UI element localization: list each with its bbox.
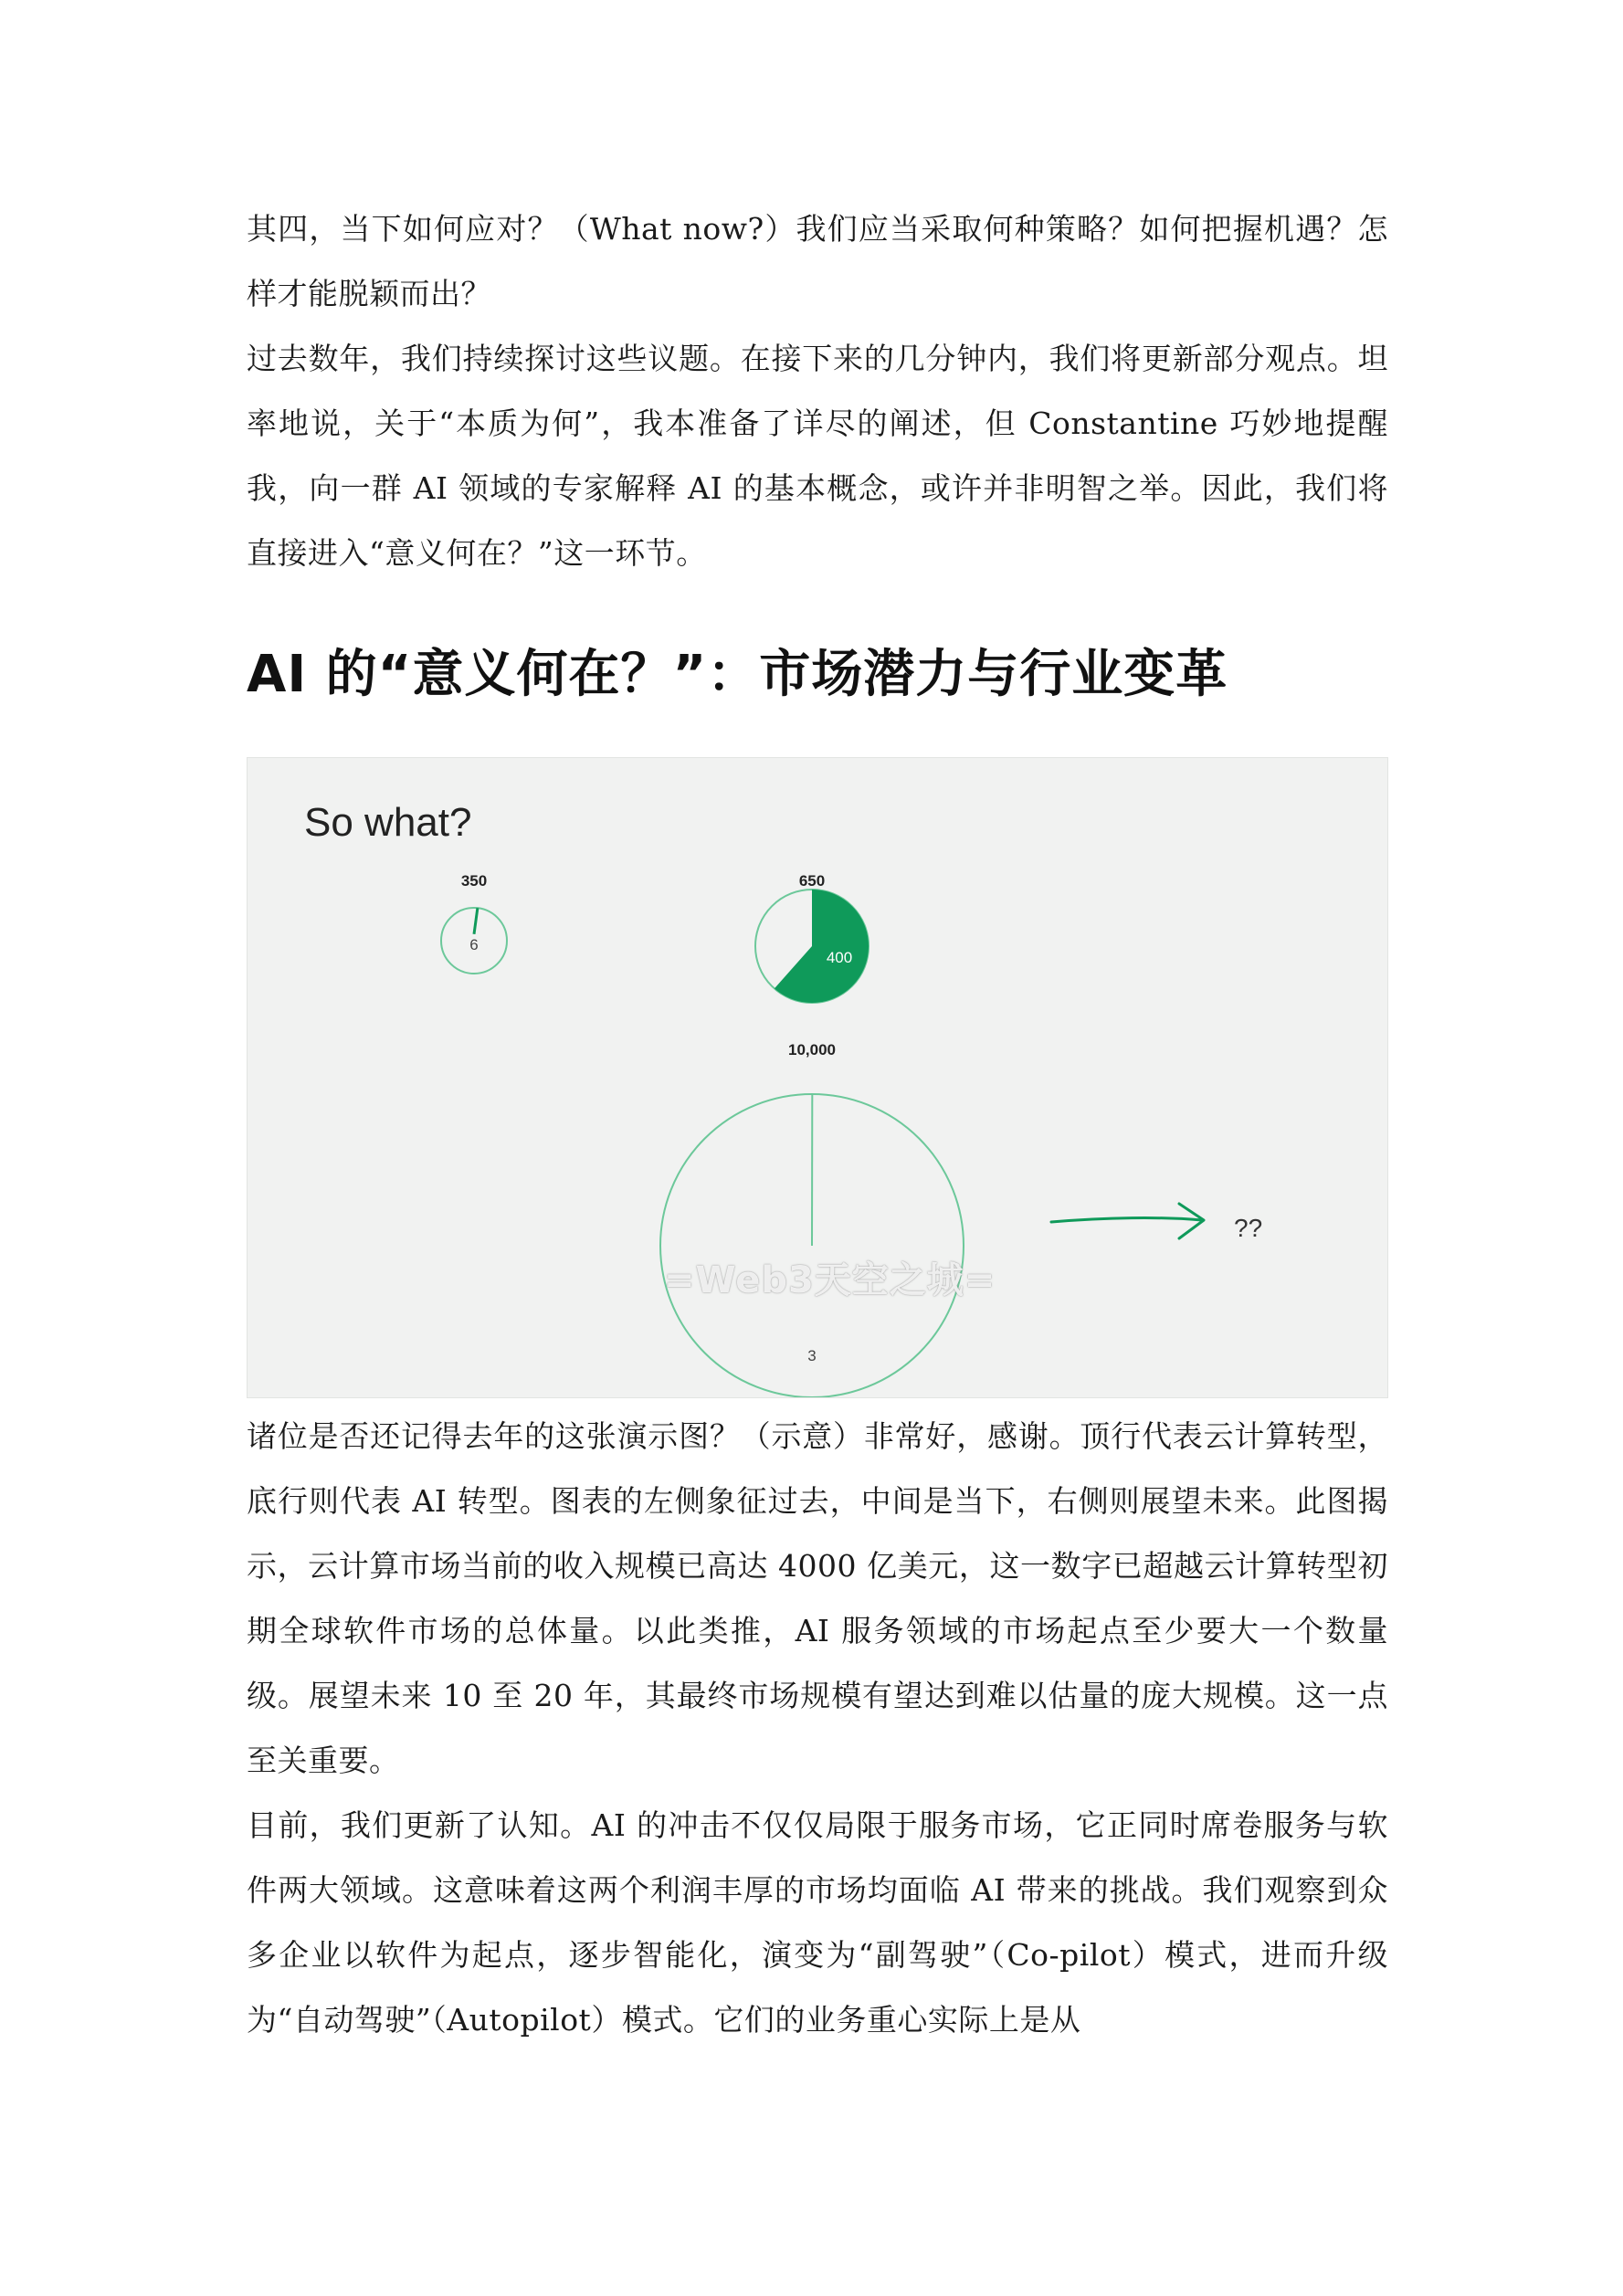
paragraph-what-now: 其四，当下如何应对？（What now?）我们应当采取何种策略？如何把握机遇？怎样才能脱颖而出？: [247, 211, 1388, 311]
pie-value-label-3: 3: [807, 1347, 817, 1364]
document-page: [247, 196, 1388, 2052]
pie-slice-1: [474, 908, 478, 934]
pie-total-label-1: 350: [460, 872, 488, 890]
slide-title: So what?: [304, 800, 472, 845]
pie-value-label-2: 400: [826, 949, 853, 966]
paragraph-intro: 过去数年，我们持续探讨这些议题。在接下来的几分钟内，我们将更新部分观点。坦率地说，关于“本质为何”，我本准备了详尽的阐述，但 Constantine 巧妙地提醒我，向一群 AI 领域的专家解释 AI 的基本概念，或许并非明智之举。因此，我们将直接进入“意义何在？”这一环节。: [247, 341, 1388, 571]
section-heading: AI 的“意义何在？”：市场潜力与行业变革: [247, 645, 1228, 704]
pie-slice-2: [775, 890, 869, 1003]
paragraph-slide-explanation: 诸位是否还记得去年的这张演示图？（示意）非常好，感谢。顶行代表云计算转型，底行则代表 AI 转型。图表的左侧象征过去，中间是当下，右侧则展望未来。此图揭示，云计算市场当前的收入规模已高达 4000 亿美元，这一数字已超越云计算转型初期全球软件市场的总体量。以此类推，AI 服务领域的市场起点至少要大一个数量级。展望未来 10 至 20 年，其最终市场规模有望达到难以估量的庞大规模。这一点至关重要。: [247, 1418, 1388, 1778]
pie-value-label-1: 6: [469, 936, 479, 953]
slide-image: [247, 757, 1388, 1398]
future-label: ??: [1234, 1214, 1263, 1242]
paragraph-update: 目前，我们更新了认知。AI 的冲击不仅仅局限于服务市场，它正同时席卷服务与软件两大领域。这意味着这两个利润丰厚的市场均面临 AI 带来的挑战。我们观察到众多企业以软件为起点，逐步智能化，演变为“副驾驶”（Co-pilot）模式，进而升级为“自动驾驶”（Autopilot）模式。它们的业务重心实际上是从: [247, 1807, 1388, 2038]
pie-total-label-3: 10,000: [788, 1041, 836, 1058]
watermark: =Web3天空之城=: [664, 1259, 996, 1301]
pie-total-label-2: 650: [798, 872, 826, 890]
future-arrow: [1051, 1218, 1202, 1222]
